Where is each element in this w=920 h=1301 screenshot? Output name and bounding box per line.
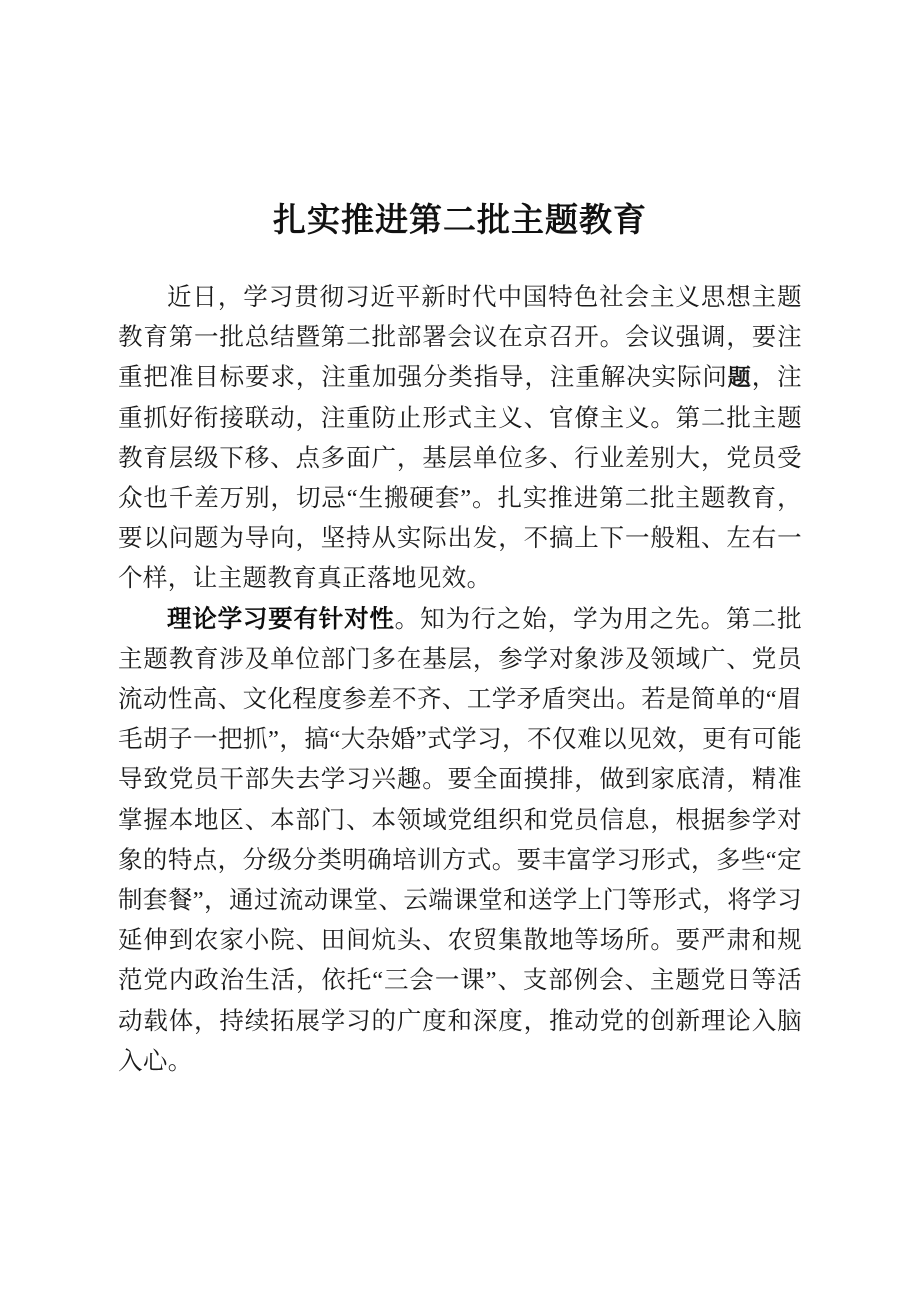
paragraph-2-lead-in: 理论学习要有针对性 bbox=[167, 605, 395, 633]
page-title: 扎实推进第二批主题教育 bbox=[273, 201, 647, 239]
paragraph-1-fallback-glyph: 题 bbox=[727, 365, 752, 392]
paragraph-1 bbox=[118, 278, 802, 600]
paragraph-2 bbox=[118, 600, 802, 1082]
paragraph-1-text-continued: ，注重抓好衔接联动，注重防止形式主义、官僚主义。第二批主题教育层级下移、点多面广，基层单位多、行业差别大，党员受众也千差万别，切忌“生搬硬套”。扎实推进第二批主题教育，要以问题为导向，坚持从实际出发，不搞上下一般粗、左右一个样，让主题教育真正落地见效。 bbox=[118, 364, 802, 593]
document-body bbox=[118, 278, 802, 1082]
paragraph-2-text: 。知为行之始，学为用之先。第二批主题教育涉及单位部门多在基层，参学对象涉及领域广、党员流动性高、文化程度参差不齐、工学矛盾突出。若是简单的“眉毛胡子一把抓”，搞“大杂婚”式学习，不仅难以见效，更有可能导致党员干部失去学习兴趣。要全面摸排，做到家底清，精准掌握本地区、本部门、本领域党组织和党员信息，根据参学对象的特点，分级分类明确培训方式。要丰富学习形式，多些“定制套餐”，通过流动课堂、云端课堂和送学上门等形式，将学习延伸到农家小院、田间炕头、农贸集散地等场所。要严肃和规范党内政治生活，依托“三会一课”、支部例会、主题党日等活动载体，持续拓展学习的广度和深度，推动党的创新理论入脑入心。 bbox=[118, 605, 802, 1075]
paragraph-1-text: 近日，学习贯彻习近平新时代中国特色社会主义思想主题教育第一批总结暨第二批部署会议在京召开。会议强调，要注重把准目标要求，注重加强分类指导，注重解决实际问 bbox=[118, 284, 802, 392]
